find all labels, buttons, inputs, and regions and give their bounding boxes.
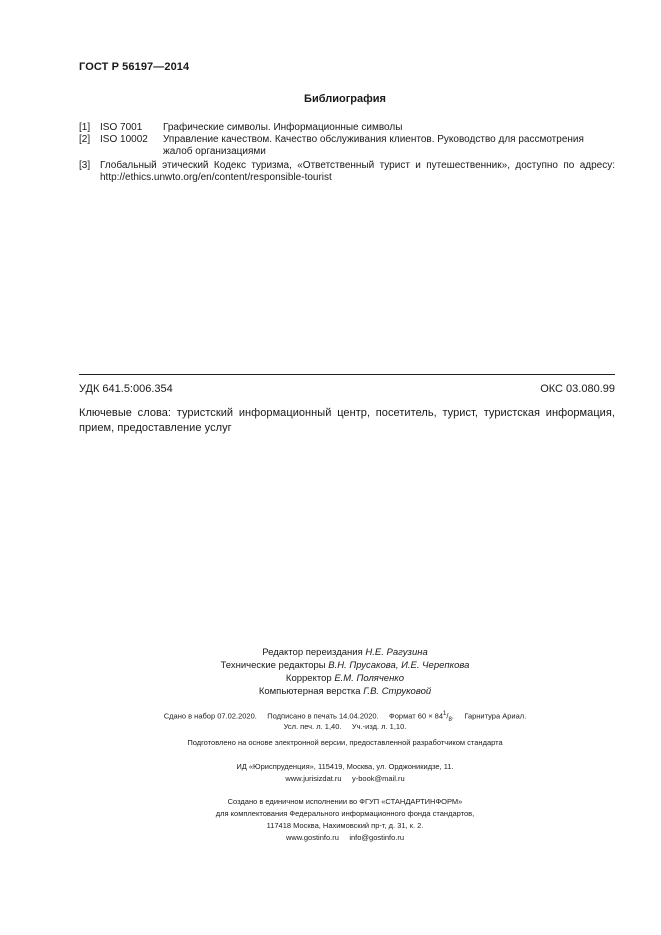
imprint-sheets: Усл. печ. л. 1,40. Уч.-изд. л. 1,10. [283, 722, 407, 731]
entry-number: [2] [79, 134, 91, 145]
entry-number: [3] [79, 160, 91, 171]
entry-text: Глобальный этический Кодекс туризма, «Ответственный турист и путешественник», доступно по адресу: http://ethics.unwto.org/en/content/responsible-tourist [100, 160, 615, 183]
credits-block [0, 646, 661, 698]
entry-code: ISO 10002 [100, 134, 148, 145]
credit-layout: Компьютерная верстка Г.В. Струковой [258, 686, 432, 697]
corrector-name: Е.М. Поляченко [334, 673, 405, 684]
publisher-address: ИД «Юриспруденция», 115419, Москва, ул. Орджоникидзе, 11. [236, 762, 454, 771]
printer-line-3: 117418 Москва, Нахимовский пр-т, д. 31, к. 2. [266, 821, 424, 830]
printer-website[interactable]: www.gostinfo.ru [285, 833, 339, 842]
editor-name: Н.Е. Рагузина [365, 647, 428, 658]
standard-designation: ГОСТ Р 56197—2014 [79, 61, 190, 73]
entry-code: ISO 7001 [100, 122, 143, 133]
udk-code: УДК 641.5:006.354 [79, 383, 173, 395]
tech-editor-names: В.Н. Прусакова, И.Е. Черепкова [328, 660, 470, 671]
entry-text: Графические символы. Информационные символы [163, 122, 403, 133]
publisher-website[interactable]: www.jurisizdat.ru [285, 774, 342, 783]
publisher-email[interactable]: y-book@mail.ru [352, 774, 405, 783]
bibliography-entry [0, 134, 661, 160]
imprint-source-note: Подготовлено на основе электронной версии, предоставленной разработчиком стандарта [187, 738, 503, 747]
entry-text: Управление качеством. Качество обслуживания клиентов. Руководство для рассмотрения жалоб организациями [163, 134, 584, 157]
bibliography-title: Библиография [304, 93, 386, 105]
imprint-print-details: Сдано в набор 07.02.2020. Подписано в печать 14.04.2020. Формат $60 \times 84^1/_8$. Гарнитура Ариал. [163, 711, 527, 723]
layout-name: Г.В. Струковой [363, 686, 432, 697]
printer-email[interactable]: info@gostinfo.ru [349, 833, 405, 842]
publisher-contacts [0, 773, 661, 785]
printer-line-2: для комплектования Федерального информационного фонда стандартов, [215, 809, 475, 818]
printer-contacts [0, 832, 661, 844]
divider-line [79, 374, 615, 375]
credit-corrector: Корректор Е.М. Поляченко [285, 673, 405, 684]
credit-tech-editors: Технические редакторы В.Н. Прусакова, И.Е. Черепкова [220, 660, 470, 671]
entry-number: [1] [79, 122, 91, 133]
oks-code: ОКС 03.080.99 [540, 383, 615, 395]
printer-line-1: Создано в единичном исполнении во ФГУП «СТАНДАРТИНФОРМ» [227, 797, 463, 806]
credit-editor: Редактор переиздания Н.Е. Рагузина [262, 647, 428, 658]
bibliography-entry [0, 160, 661, 186]
keywords: Ключевые слова: туристский информационный центр, посетитель, турист, туристская информация, прием, предоставление услуг [79, 407, 615, 434]
